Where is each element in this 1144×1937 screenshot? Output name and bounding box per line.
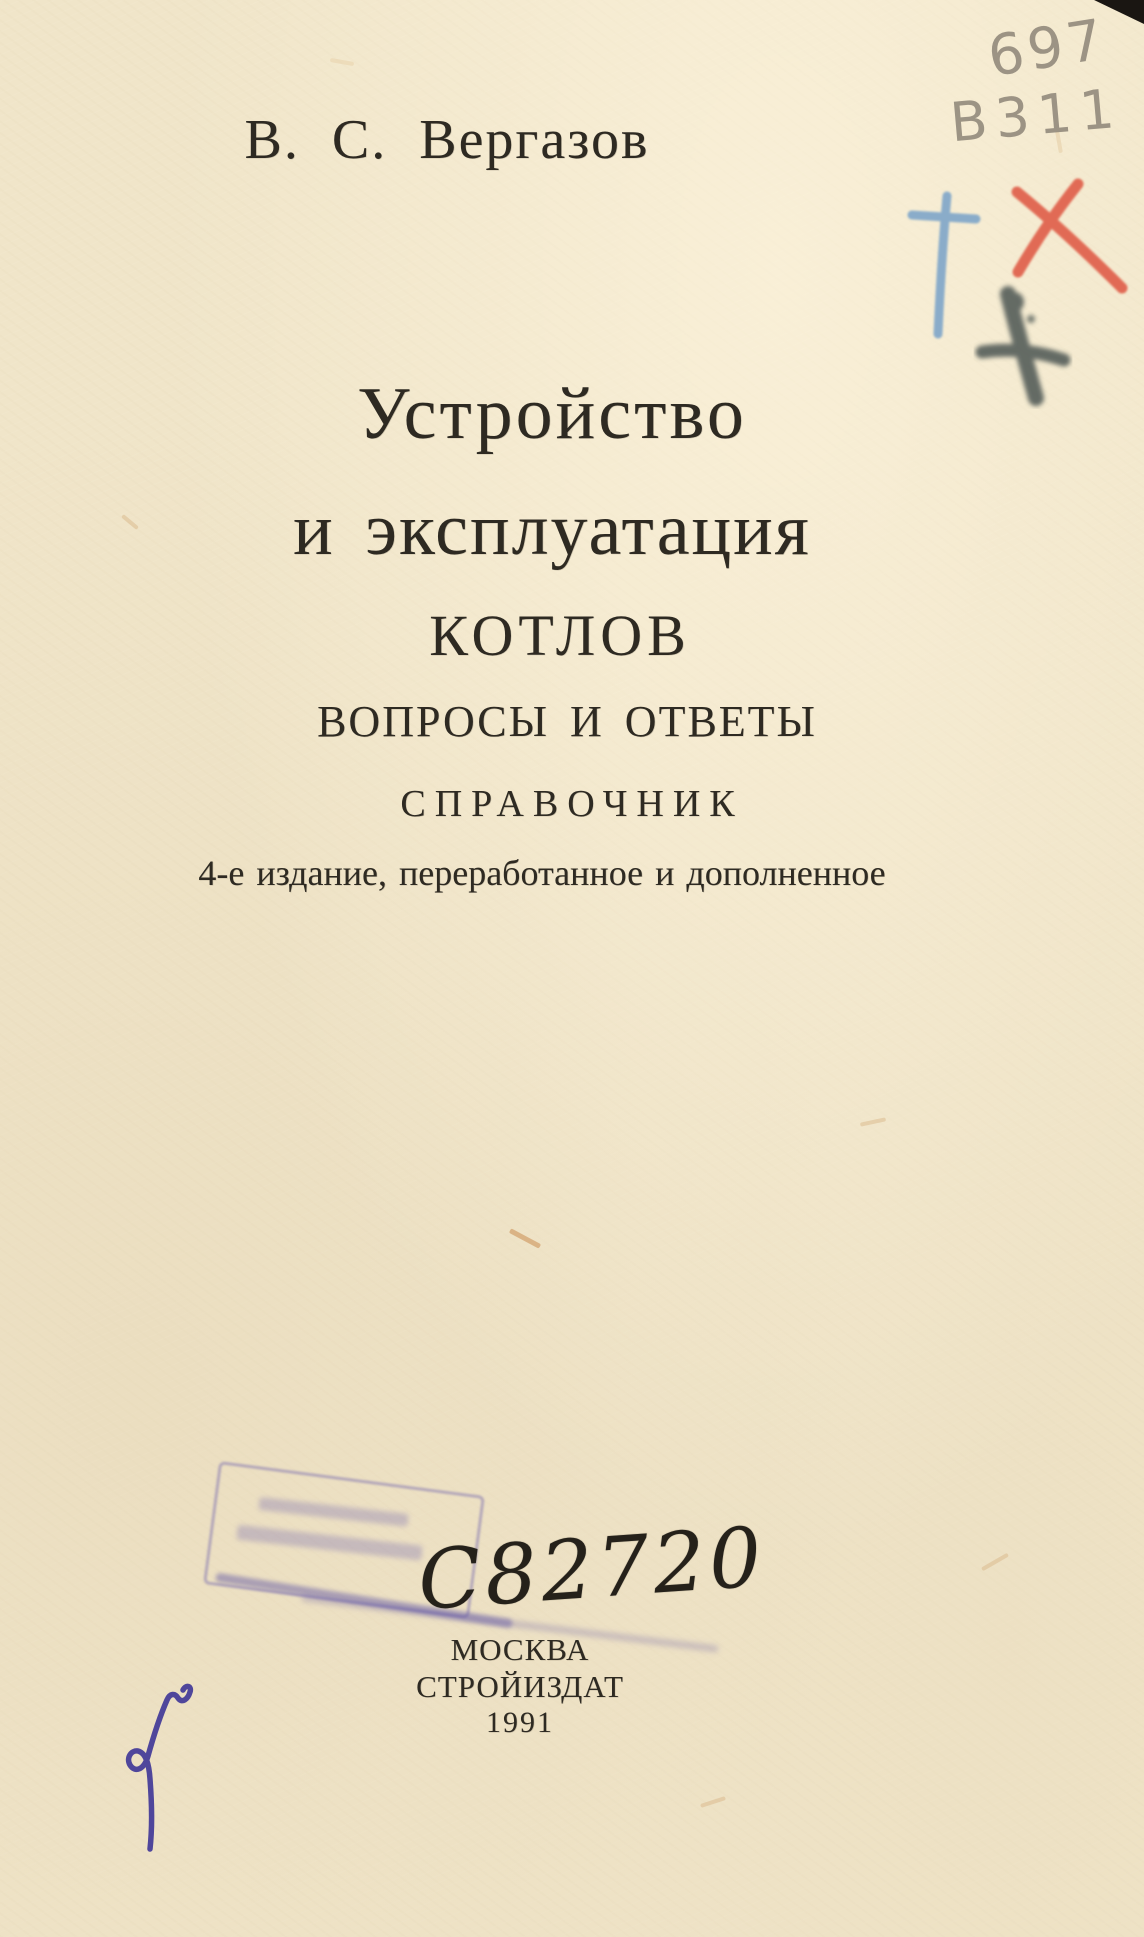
- paper-fleck: [860, 1117, 886, 1126]
- author-line: В. С. Вергазов: [244, 109, 650, 171]
- stamp-text-line: [236, 1525, 423, 1561]
- subtitle-line: ВОПРОСЫ И ОТВЕТЫ: [317, 697, 817, 746]
- shelf-code-class-number: 697: [983, 7, 1112, 90]
- imprint-publisher: СТРОЙИЗДАТ: [416, 1669, 624, 1704]
- title-line-1: Устройство: [357, 373, 747, 455]
- paper-fleck: [981, 1553, 1009, 1571]
- title-line-3: КОТЛОВ: [429, 603, 691, 668]
- shelf-code-author-mark: В311: [947, 76, 1125, 155]
- paper-fleck: [509, 1228, 541, 1248]
- series-line: СПРАВОЧНИК: [400, 783, 744, 825]
- edition-line: 4-е издание, переработанное и дополненное: [198, 853, 886, 893]
- blue-crayon-cross-mark: [912, 196, 976, 334]
- imprint-city: МОСКВА: [450, 1632, 590, 1667]
- paper-fleck: [330, 58, 354, 66]
- imprint-year: 1991: [486, 1706, 554, 1739]
- red-crayon-x-mark: [1017, 184, 1122, 288]
- accession-number: С82720: [415, 1509, 769, 1630]
- paper-fleck: [700, 1796, 726, 1808]
- stamp-text-line: [258, 1497, 409, 1527]
- title-line-2: и эксплуатация: [293, 489, 811, 571]
